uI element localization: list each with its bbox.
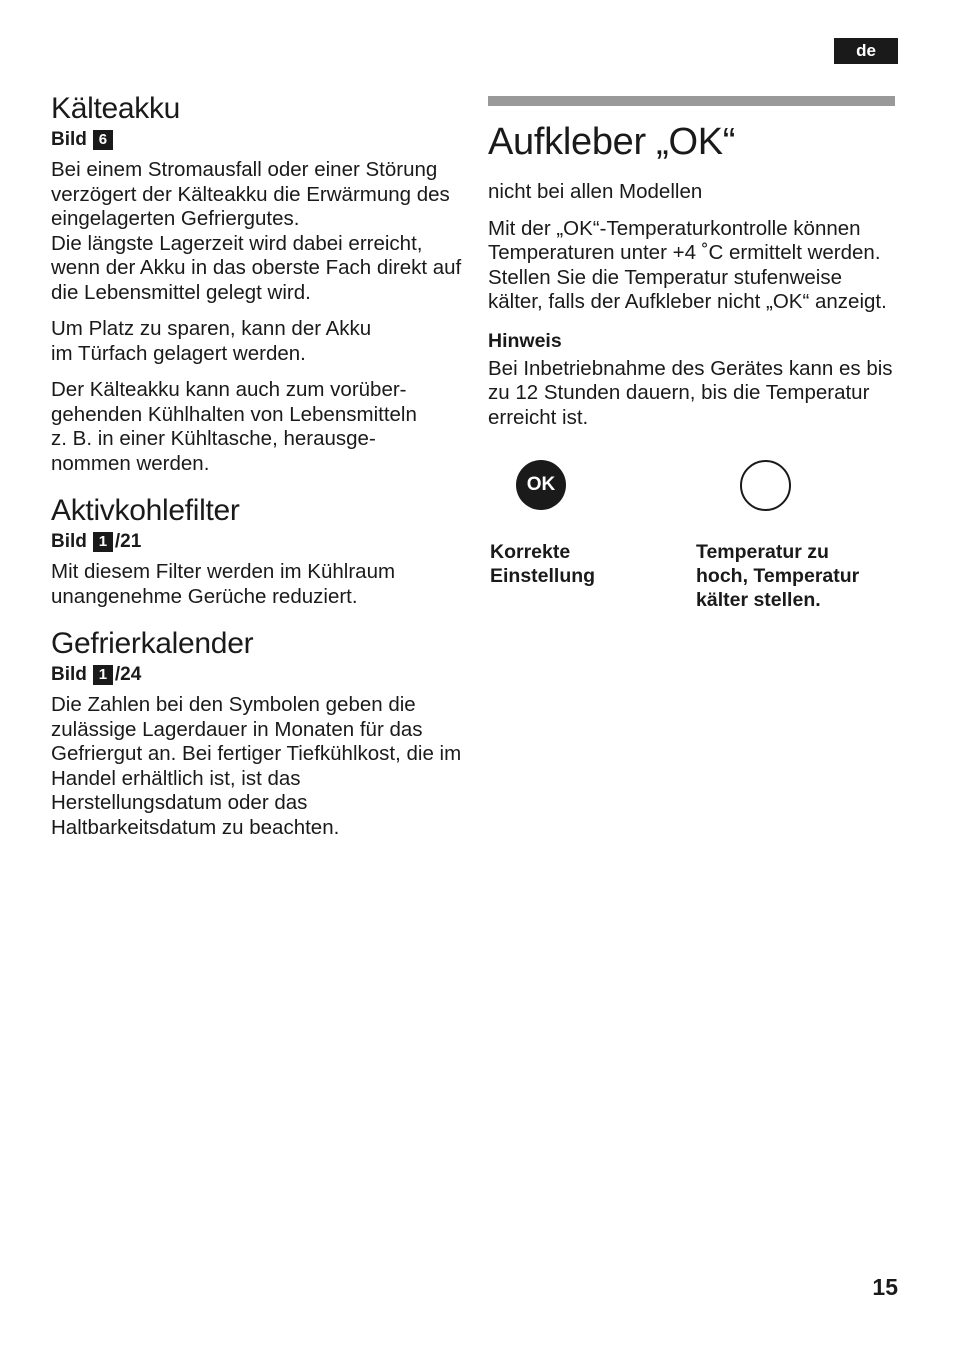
page-number: 15 bbox=[872, 1274, 898, 1300]
section-divider-bar bbox=[488, 96, 895, 106]
section-kaelteakku bbox=[51, 90, 471, 476]
figure-number-badge: 6 bbox=[93, 130, 113, 150]
ok-sticker-legend bbox=[488, 450, 896, 610]
paragraph: Mit der „OK“-Temperaturkontrolle können Temperaturen unter +4 ˚C ermittelt werden. Stellen Sie die Temperatur stufenweise kälter, falls der Aufkleber nicht „OK“ anzeigt. bbox=[488, 216, 887, 313]
ref-label: Bild bbox=[51, 129, 87, 150]
section-title: Aktivkohlefilter bbox=[51, 494, 240, 527]
left-column bbox=[51, 90, 471, 856]
language-tag: de bbox=[834, 38, 898, 64]
ok-sticker-icon: OK bbox=[516, 460, 566, 510]
ref-label: Bild bbox=[51, 531, 87, 552]
paragraph: Die Zahlen bei den Symbolen geben die zulässige Lagerdauer in Monaten für das Gefriergut an. Bei fertiger Tiefkühlkost, die im Handel erhältlich ist, ist das Herstellungsdatum oder das Haltbarkeitsdatum zu beachten. bbox=[51, 693, 462, 839]
note-title: Hinweis bbox=[488, 329, 562, 352]
ref-suffix: /21 bbox=[114, 531, 142, 552]
figure-reference bbox=[51, 128, 471, 152]
ref-suffix: /24 bbox=[114, 664, 142, 685]
caption-empty: Temperatur zu hoch, Temperatur kälter stellen. bbox=[696, 541, 860, 611]
section-aktivkohlefilter bbox=[51, 492, 471, 609]
section-title: Kälteakku bbox=[51, 92, 181, 125]
figure-number-badge: 1 bbox=[93, 665, 113, 685]
figure-reference bbox=[51, 663, 471, 687]
paragraph: Bei einem Stromausfall oder einer Störung verzögert der Kälteakku die Erwärmung des eingelagerten Gefriergutes. Die längste Lagerzeit wird dabei erreicht, wenn der Akku in das oberste Fach direkt auf die Lebensmittel gelegt wird. bbox=[51, 158, 462, 304]
subtitle: nicht bei allen Modellen bbox=[488, 180, 703, 203]
ref-label: Bild bbox=[51, 664, 87, 685]
section-title: Gefrierkalender bbox=[51, 627, 254, 660]
right-column bbox=[488, 96, 896, 610]
section-title-aufkleber: Aufkleber „OK“ bbox=[488, 121, 736, 163]
caption-ok: Korrekte Einstellung bbox=[490, 541, 596, 587]
figure-reference bbox=[51, 530, 471, 554]
note-text: Bei Inbetriebnahme des Gerätes kann es bis zu 12 Stunden dauern, bis die Temperatur erreicht ist. bbox=[488, 356, 893, 429]
paragraph: Der Kälteakku kann auch zum vorüber- gehenden Kühlhalten von Lebensmitteln z. B. in einer Kühltasche, herausge- nommen werden. bbox=[51, 378, 417, 475]
empty-sticker-icon bbox=[740, 460, 791, 511]
section-gefrierkalender bbox=[51, 625, 471, 840]
paragraph: Um Platz zu sparen, kann der Akku im Türfach gelagert werden. bbox=[51, 317, 372, 365]
paragraph: Mit diesem Filter werden im Kühlraum unangenehme Gerüche reduziert. bbox=[51, 560, 396, 608]
figure-number-badge: 1 bbox=[93, 532, 113, 552]
